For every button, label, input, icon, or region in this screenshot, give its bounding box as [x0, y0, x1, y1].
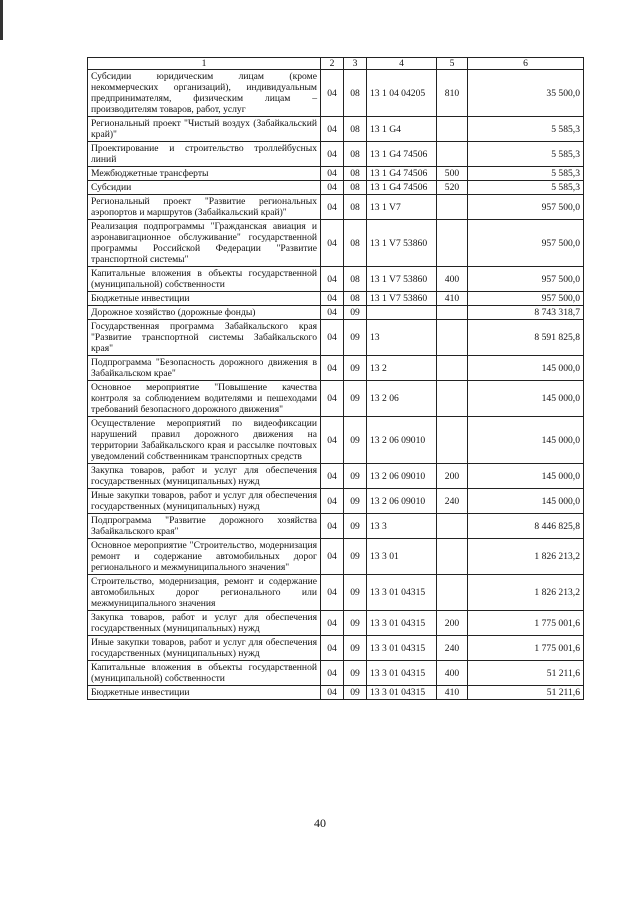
cell-section: 04: [321, 167, 344, 181]
cell-section: 04: [321, 320, 344, 356]
header-col-expense-type: 5: [437, 58, 468, 70]
cell-subsection: 09: [344, 417, 367, 464]
cell-subsection: 09: [344, 636, 367, 661]
table-row: [88, 539, 584, 575]
cell-subsection: 08: [344, 267, 367, 292]
cell-name: Региональный проект "Развитие региональных аэропортов и маршрутов (Забайкальский край)": [88, 195, 321, 220]
cell-amount: 145 000,0: [468, 489, 584, 514]
cell-amount: 957 500,0: [468, 220, 584, 267]
table-row: [88, 575, 584, 611]
cell-name: Капитальные вложения в объекты государственной (муниципальной) собственности: [88, 267, 321, 292]
cell-target-article: 13 1 G4 74506: [367, 181, 437, 195]
cell-section: 04: [321, 686, 344, 700]
cell-target-article: 13 1 V7 53860: [367, 267, 437, 292]
cell-expense-type: [437, 195, 468, 220]
cell-subsection: 09: [344, 686, 367, 700]
cell-name: Основное мероприятие "Строительство, модернизация ремонт и содержание автомобильных дорог регионального и межмуниципального значения": [88, 539, 321, 575]
cell-expense-type: 500: [437, 167, 468, 181]
cell-section: 04: [321, 70, 344, 117]
table-row: [88, 195, 584, 220]
cell-subsection: 09: [344, 306, 367, 320]
cell-subsection: 09: [344, 489, 367, 514]
cell-subsection: 09: [344, 464, 367, 489]
table-row: [88, 661, 584, 686]
cell-section: 04: [321, 539, 344, 575]
table-row: [88, 181, 584, 195]
cell-amount: 5 585,3: [468, 142, 584, 167]
cell-target-article: 13 1 G4: [367, 117, 437, 142]
cell-name: Строительство, модернизация, ремонт и содержание автомобильных дорог регионального или межмуниципального значения: [88, 575, 321, 611]
table-row: [88, 306, 584, 320]
cell-amount: 5 585,3: [468, 167, 584, 181]
cell-section: 04: [321, 464, 344, 489]
cell-target-article: 13 3 01 04315: [367, 661, 437, 686]
cell-name: Межбюджетные трансферты: [88, 167, 321, 181]
cell-name: Осуществление мероприятий по видеофиксации нарушений правил дорожного движения на территории Забайкальского края и рассылке почтовых уведомлений собственникам транспортных средств: [88, 417, 321, 464]
cell-amount: 1 775 001,6: [468, 611, 584, 636]
cell-expense-type: [437, 220, 468, 267]
cell-section: 04: [321, 117, 344, 142]
cell-section: 04: [321, 195, 344, 220]
cell-subsection: 09: [344, 320, 367, 356]
table-row: [88, 117, 584, 142]
cell-subsection: 08: [344, 142, 367, 167]
cell-amount: 8 446 825,8: [468, 514, 584, 539]
table-row: [88, 611, 584, 636]
cell-target-article: 13 1 04 04205: [367, 70, 437, 117]
cell-expense-type: [437, 381, 468, 417]
table-row: [88, 686, 584, 700]
cell-amount: 8 591 825,8: [468, 320, 584, 356]
cell-amount: 1 826 213,2: [468, 539, 584, 575]
cell-expense-type: 520: [437, 181, 468, 195]
header-col-section: 2: [321, 58, 344, 70]
cell-target-article: 13 2 06: [367, 381, 437, 417]
cell-name: Закупка товаров, работ и услуг для обеспечения государственных (муниципальных) нужд: [88, 464, 321, 489]
cell-section: 04: [321, 636, 344, 661]
cell-section: 04: [321, 267, 344, 292]
cell-expense-type: 200: [437, 464, 468, 489]
cell-amount: 35 500,0: [468, 70, 584, 117]
table-row: [88, 267, 584, 292]
cell-amount: 145 000,0: [468, 464, 584, 489]
cell-expense-type: [437, 356, 468, 381]
page-number: 40: [314, 816, 326, 830]
cell-expense-type: 410: [437, 292, 468, 306]
cell-expense-type: 400: [437, 267, 468, 292]
cell-subsection: 09: [344, 661, 367, 686]
scan-edge-mark: [0, 0, 3, 40]
table-row: [88, 464, 584, 489]
cell-section: 04: [321, 661, 344, 686]
cell-target-article: 13 1 V7: [367, 195, 437, 220]
cell-target-article: 13 1 G4 74506: [367, 167, 437, 181]
cell-amount: 1 775 001,6: [468, 636, 584, 661]
cell-amount: 8 743 318,7: [468, 306, 584, 320]
cell-target-article: 13 3 01 04315: [367, 636, 437, 661]
cell-name: Дорожное хозяйство (дорожные фонды): [88, 306, 321, 320]
cell-name: Реализация подпрограммы "Гражданская авиация и аэронавигационное обслуживание" государственной программы Российской Федерации "Развитие транспортной системы": [88, 220, 321, 267]
cell-subsection: 08: [344, 220, 367, 267]
cell-target-article: 13 3 01 04315: [367, 611, 437, 636]
table-row: [88, 220, 584, 267]
cell-expense-type: [437, 417, 468, 464]
cell-name: Бюджетные инвестиции: [88, 686, 321, 700]
cell-section: 04: [321, 575, 344, 611]
cell-name: Бюджетные инвестиции: [88, 292, 321, 306]
cell-subsection: 09: [344, 575, 367, 611]
cell-amount: 145 000,0: [468, 417, 584, 464]
table-row: [88, 142, 584, 167]
table-row: [88, 489, 584, 514]
table-row: [88, 167, 584, 181]
cell-target-article: 13 2: [367, 356, 437, 381]
cell-subsection: 09: [344, 514, 367, 539]
cell-expense-type: 240: [437, 489, 468, 514]
header-col-subsection: 3: [344, 58, 367, 70]
cell-target-article: 13 1 G4 74506: [367, 142, 437, 167]
cell-subsection: 09: [344, 539, 367, 575]
cell-subsection: 08: [344, 167, 367, 181]
cell-target-article: 13 2 06 09010: [367, 464, 437, 489]
cell-target-article: 13: [367, 320, 437, 356]
header-col-target-article: 4: [367, 58, 437, 70]
cell-target-article: 13 3 01: [367, 539, 437, 575]
cell-subsection: 09: [344, 611, 367, 636]
cell-amount: 1 826 213,2: [468, 575, 584, 611]
table-row: [88, 356, 584, 381]
table-row: [88, 417, 584, 464]
cell-subsection: 09: [344, 381, 367, 417]
cell-amount: 957 500,0: [468, 195, 584, 220]
table-row: [88, 636, 584, 661]
cell-amount: 5 585,3: [468, 181, 584, 195]
cell-expense-type: 810: [437, 70, 468, 117]
header-col-name: 1: [88, 58, 321, 70]
cell-expense-type: [437, 539, 468, 575]
cell-section: 04: [321, 220, 344, 267]
cell-section: 04: [321, 142, 344, 167]
cell-section: 04: [321, 181, 344, 195]
cell-name: Основное мероприятие "Повышение качества контроля за соблюдением водителями и пешеходами требований безопасного дорожного движения": [88, 381, 321, 417]
cell-target-article: 13 1 V7 53860: [367, 220, 437, 267]
cell-section: 04: [321, 417, 344, 464]
cell-section: 04: [321, 381, 344, 417]
cell-name: Проектирование и строительство троллейбусных линий: [88, 142, 321, 167]
cell-target-article: 13 3 01 04315: [367, 686, 437, 700]
cell-name: Подпрограмма "Развитие дорожного хозяйства Забайкальского края": [88, 514, 321, 539]
cell-name: Иные закупки товаров, работ и услуг для обеспечения государственных (муниципальных) нужд: [88, 489, 321, 514]
table-row: [88, 70, 584, 117]
cell-amount: 51 211,6: [468, 686, 584, 700]
cell-section: 04: [321, 306, 344, 320]
cell-expense-type: [437, 142, 468, 167]
cell-expense-type: [437, 514, 468, 539]
budget-table: [87, 57, 584, 700]
cell-name: Подпрограмма "Безопасность дорожного движения в Забайкальском крае": [88, 356, 321, 381]
cell-name: Субсидии юридическим лицам (кроме некоммерческих организаций), индивидуальным предпринимателям, физическим лицам – производителям товаров, работ, услуг: [88, 70, 321, 117]
cell-expense-type: [437, 320, 468, 356]
cell-amount: 145 000,0: [468, 356, 584, 381]
cell-amount: 51 211,6: [468, 661, 584, 686]
header-col-amount: 6: [468, 58, 584, 70]
cell-target-article: 13 2 06 09010: [367, 489, 437, 514]
cell-amount: 5 585,3: [468, 117, 584, 142]
cell-name: Региональный проект "Чистый воздух (Забайкальский край)": [88, 117, 321, 142]
cell-expense-type: 410: [437, 686, 468, 700]
cell-name: Иные закупки товаров, работ и услуг для обеспечения государственных (муниципальных) нужд: [88, 636, 321, 661]
cell-expense-type: 200: [437, 611, 468, 636]
cell-target-article: 13 3: [367, 514, 437, 539]
cell-expense-type: 400: [437, 661, 468, 686]
cell-expense-type: [437, 117, 468, 142]
cell-amount: 145 000,0: [468, 381, 584, 417]
cell-expense-type: 240: [437, 636, 468, 661]
cell-section: 04: [321, 611, 344, 636]
cell-name: Государственная программа Забайкальского края "Развитие транспортной системы Забайкальского края": [88, 320, 321, 356]
cell-expense-type: [437, 575, 468, 611]
cell-target-article: [367, 306, 437, 320]
cell-subsection: 08: [344, 70, 367, 117]
table-row: [88, 514, 584, 539]
cell-target-article: 13 1 V7 53860: [367, 292, 437, 306]
cell-target-article: 13 2 06 09010: [367, 417, 437, 464]
cell-section: 04: [321, 489, 344, 514]
cell-amount: 957 500,0: [468, 292, 584, 306]
cell-subsection: 08: [344, 181, 367, 195]
cell-target-article: 13 3 01 04315: [367, 575, 437, 611]
table-row: [88, 381, 584, 417]
cell-subsection: 09: [344, 356, 367, 381]
cell-section: 04: [321, 356, 344, 381]
cell-subsection: 08: [344, 195, 367, 220]
cell-subsection: 08: [344, 117, 367, 142]
cell-name: Субсидии: [88, 181, 321, 195]
table-header-row: [88, 58, 584, 70]
cell-expense-type: [437, 306, 468, 320]
cell-name: Закупка товаров, работ и услуг для обеспечения государственных (муниципальных) нужд: [88, 611, 321, 636]
cell-section: 04: [321, 292, 344, 306]
table-row: [88, 292, 584, 306]
cell-subsection: 08: [344, 292, 367, 306]
table-row: [88, 320, 584, 356]
cell-name: Капитальные вложения в объекты государственной (муниципальной) собственности: [88, 661, 321, 686]
cell-amount: 957 500,0: [468, 267, 584, 292]
cell-section: 04: [321, 514, 344, 539]
